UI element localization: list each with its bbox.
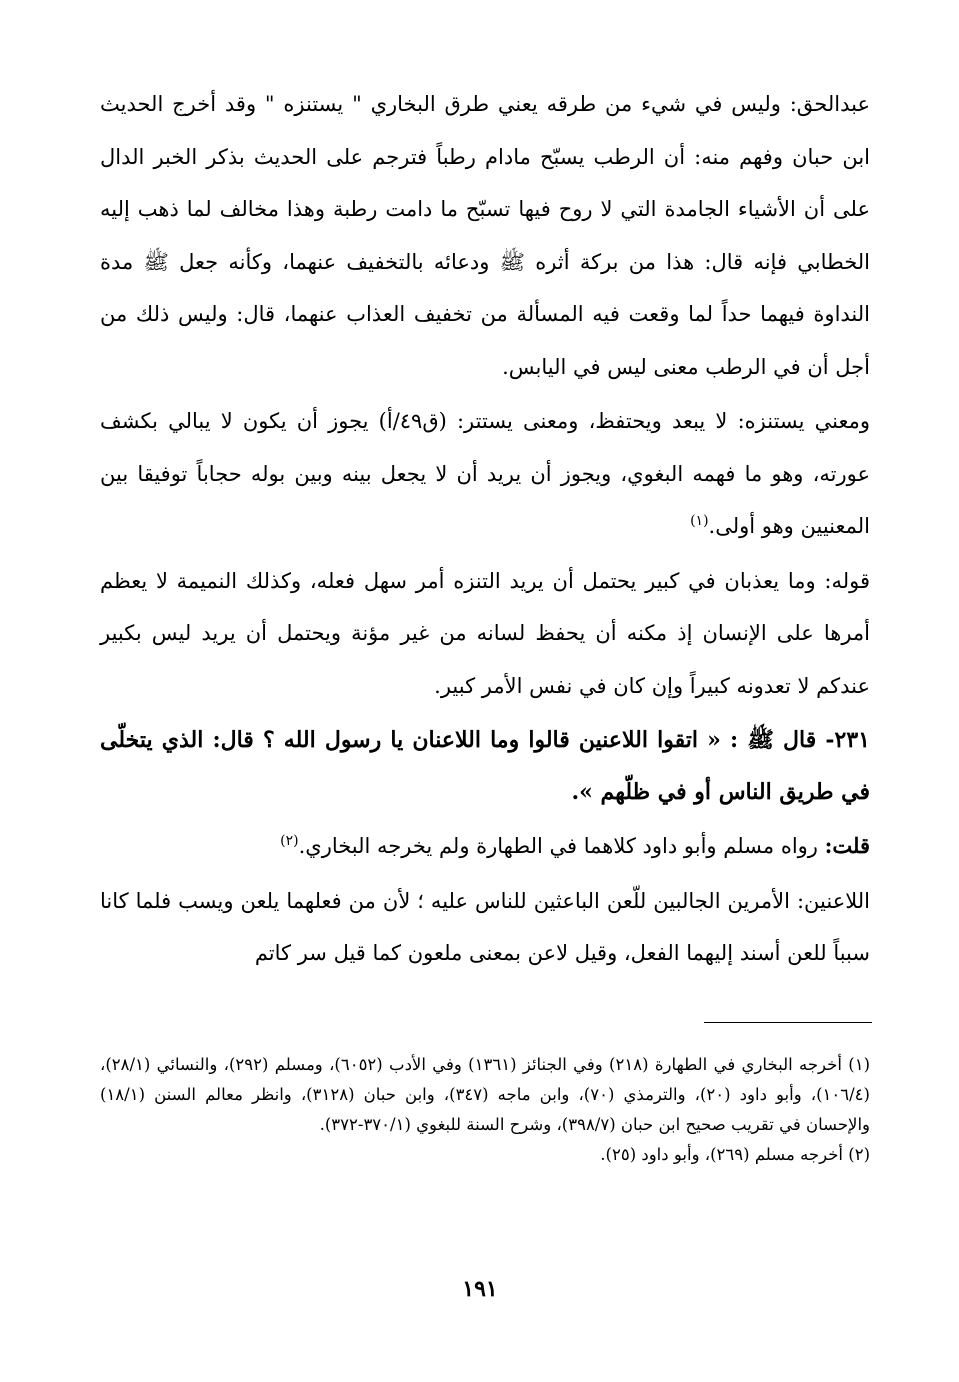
paragraph-laeinin: اللاعنين: الأمرين الجالبين للّعن الباعثين للناس عليه ؛ لأن من فعلهما يلعن ويسب فلما كانا سبباً للعن أسند إليهما الفعل، وقيل لاعن بمعنى ملعون كما قيل سر كاتم [100,888,870,965]
paragraph-yastanzih [100,395,870,553]
paragraph-yastanzih-text: ومعني يستنزه: لا يبعد ويحتفظ، ومعنى يستتر: (ق٤٩/أ) يجوز أن يكون لا يبالي بكشف عورته، وهو ما فهمه البغوي، ويجوز أن يريد أن لا يجعل بينه وبين بوله حجاباً توفيقا بين المعنيين وهو أولى. [100,409,871,538]
footnote-ref-2[interactable]: (٢) [280,833,299,849]
footnote-separator [704,1022,872,1023]
paragraph-abdulhaq: عبدالحق: وليس في شيء من طرقه يعني طرق البخاري " يستنزه " وقد أخرج الحديث ابن حبان وفهم منه: أن الرطب يسبّح مادام رطباً فترجم على الحديث بذكر الخبر الدال على أن الأشياء الجامدة التي لا روح فيها تسبّح ما دامت رطبة وهذا مخالف لما ذهب إليه الخطابي فإنه قال: هذا من بركة أثره ﷺ ودعائه بالتخفيف عنهما، وكأنه جعل ﷺ مدة النداوة فيهما حداً لما وقعت فيه المسألة من تخفيف العذاب عنهما، قال: وليس ذلك من أجل أن في الرطب معنى ليس في اليابس. [100,92,870,379]
paragraph-qult [100,820,870,873]
main-text [100,78,870,980]
footnote-ref-1[interactable]: (١) [690,513,709,529]
qult-text: رواه مسلم وأبو داود كلاهما في الطهارة ولم يخرجه البخاري. [298,834,818,858]
qult-label: قلت: [824,833,870,858]
footnote-1: (١) أخرجه البخاري في الطهارة (٢١٨) وفي الجنائز (١٣٦١) وفي الأدب (٦٠٥٢)، ومسلم (٢٩٢)، والنسائي (٢٨/١)، (١٠٦/٤)، وأبو داود (٢٠)، والترمذي (٧٠)، وابن ماجه (٣٤٧)، وابن حبان (٣١٢٨)، وانظر معالم السنن (١٨/١) والإحسان في تقريب صحيح ابن حبان (٣٩٨/٧)، وشرح السنة للبغوي (٣٧٠/١-٣٧٢). [100,1055,871,1134]
footnotes [100,1050,870,1170]
page-number: ١٩١ [462,1276,498,1302]
paragraph-qawluhu: قوله: وما يعذبان في كبير يحتمل أن يريد التنزه أمر سهل فعله، وكذلك النميمة لا يعظم أمرها على الإنسان إذ مكنه أن يحفظ لسانه من غير مؤنة ويحتمل أن يريد ليس بكبير عندكم لا تعدونه كبيراً وإن كان في نفس الأمر كبير. [100,568,870,698]
footnote-2: (٢) أخرجه مسلم (٢٦٩)، وأبو داود (٢٥). [600,1145,870,1164]
hadith-231: ٢٣١- قال ﷺ : « اتقوا اللاعنين قالوا وما اللاعنان يا رسول الله ؟ قال: الذي يتخلّى في طريق الناس أو في ظلّهم ». [100,727,870,805]
